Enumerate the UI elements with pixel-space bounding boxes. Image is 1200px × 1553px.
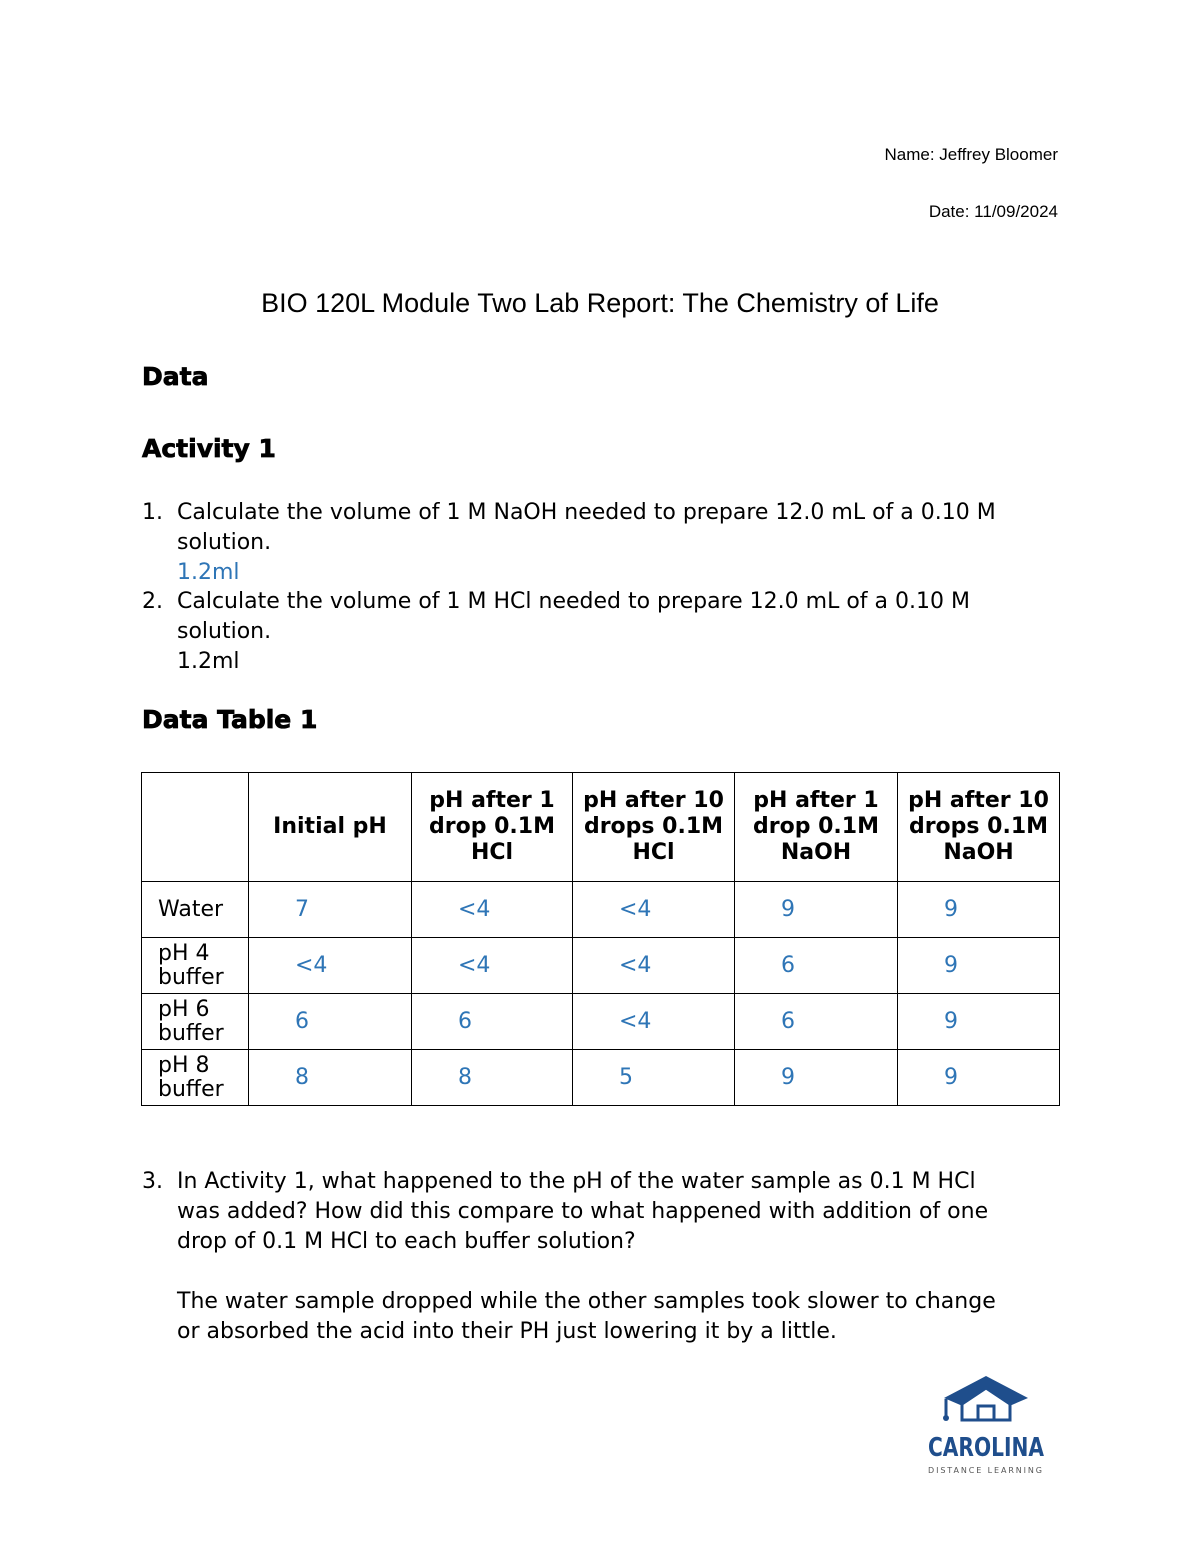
table-row (142, 1050, 1060, 1106)
table-cell: <4 (573, 882, 735, 938)
table-cell: 9 (735, 1050, 898, 1106)
table-cell: <4 (249, 938, 412, 994)
question-text: solution. (177, 530, 272, 555)
table-row (142, 994, 1060, 1050)
table-cell: 9 (898, 938, 1060, 994)
table-header-cell (142, 773, 249, 882)
student-name: Name: Jeffrey Bloomer (884, 145, 1058, 164)
table-cell: 8 (249, 1050, 412, 1106)
question-number: 2. (142, 589, 163, 614)
table-row (142, 938, 1060, 994)
question-text: drop of 0.1 M HCl to each buffer solution? (177, 1229, 636, 1254)
table-cell: <4 (573, 994, 735, 1050)
question-answer: 1.2ml (177, 649, 240, 674)
table-cell: <4 (412, 938, 573, 994)
graduation-house-icon (916, 1374, 1056, 1484)
question-3 (142, 1167, 1072, 1347)
table-cell: 6 (412, 994, 573, 1050)
logo-tagline: DISTANCE LEARNING (928, 1466, 1044, 1475)
question-text: Calculate the volume of 1 M NaOH needed to prepare 12.0 mL of a 0.10 M (177, 500, 996, 525)
row-label: pH 4 buffer (142, 938, 249, 994)
activity-heading: Activity 1 (142, 434, 276, 463)
table-cell: 6 (735, 994, 898, 1050)
row-label: Water (142, 882, 249, 938)
report-date: Date: 11/09/2024 (928, 202, 1058, 221)
row-label: pH 8 buffer (142, 1050, 249, 1106)
table-cell: 6 (735, 938, 898, 994)
table-header-cell: pH after 1 drop 0.1M HCl (412, 773, 573, 882)
question-answer: 1.2ml (177, 560, 240, 585)
table-header-row (142, 773, 1060, 882)
table-cell: <4 (573, 938, 735, 994)
question-answer: The water sample dropped while the other samples took slower to change (177, 1289, 996, 1314)
carolina-logo (916, 1374, 1056, 1484)
row-label: pH 6 buffer (142, 994, 249, 1050)
table-cell: 5 (573, 1050, 735, 1106)
logo-name: CAROLINA (928, 1433, 1044, 1463)
table-cell: 9 (898, 994, 1060, 1050)
question-2 (142, 587, 1072, 677)
table-cell: 9 (735, 882, 898, 938)
page-title: BIO 120L Module Two Lab Report: The Chemistry of Life (261, 288, 939, 318)
question-number: 1. (142, 500, 163, 525)
table-cell: 9 (898, 1050, 1060, 1106)
data-heading: Data (142, 362, 209, 391)
question-answer: or absorbed the acid into their PH just lowering it by a little. (177, 1319, 837, 1344)
table-header-cell: Initial pH (249, 773, 412, 882)
table-cell: 8 (412, 1050, 573, 1106)
question-text: solution. (177, 619, 272, 644)
question-text: was added? How did this compare to what happened with addition of one (177, 1199, 989, 1224)
table-header-cell: pH after 10 drops 0.1M NaOH (898, 773, 1060, 882)
table-cell: 9 (898, 882, 1060, 938)
table-cell: <4 (412, 882, 573, 938)
table-header-cell: pH after 10 drops 0.1M HCl (573, 773, 735, 882)
table-row (142, 882, 1060, 938)
question-text: In Activity 1, what happened to the pH of the water sample as 0.1 M HCl (177, 1169, 976, 1194)
question-number: 3. (142, 1169, 163, 1194)
table-header-cell: pH after 1 drop 0.1M NaOH (735, 773, 898, 882)
data-table (141, 772, 1060, 1106)
table-heading: Data Table 1 (142, 705, 318, 734)
question-1 (142, 498, 1072, 588)
table-cell: 7 (249, 882, 412, 938)
table-cell: 6 (249, 994, 412, 1050)
question-text: Calculate the volume of 1 M HCl needed to prepare 12.0 mL of a 0.10 M (177, 589, 970, 614)
